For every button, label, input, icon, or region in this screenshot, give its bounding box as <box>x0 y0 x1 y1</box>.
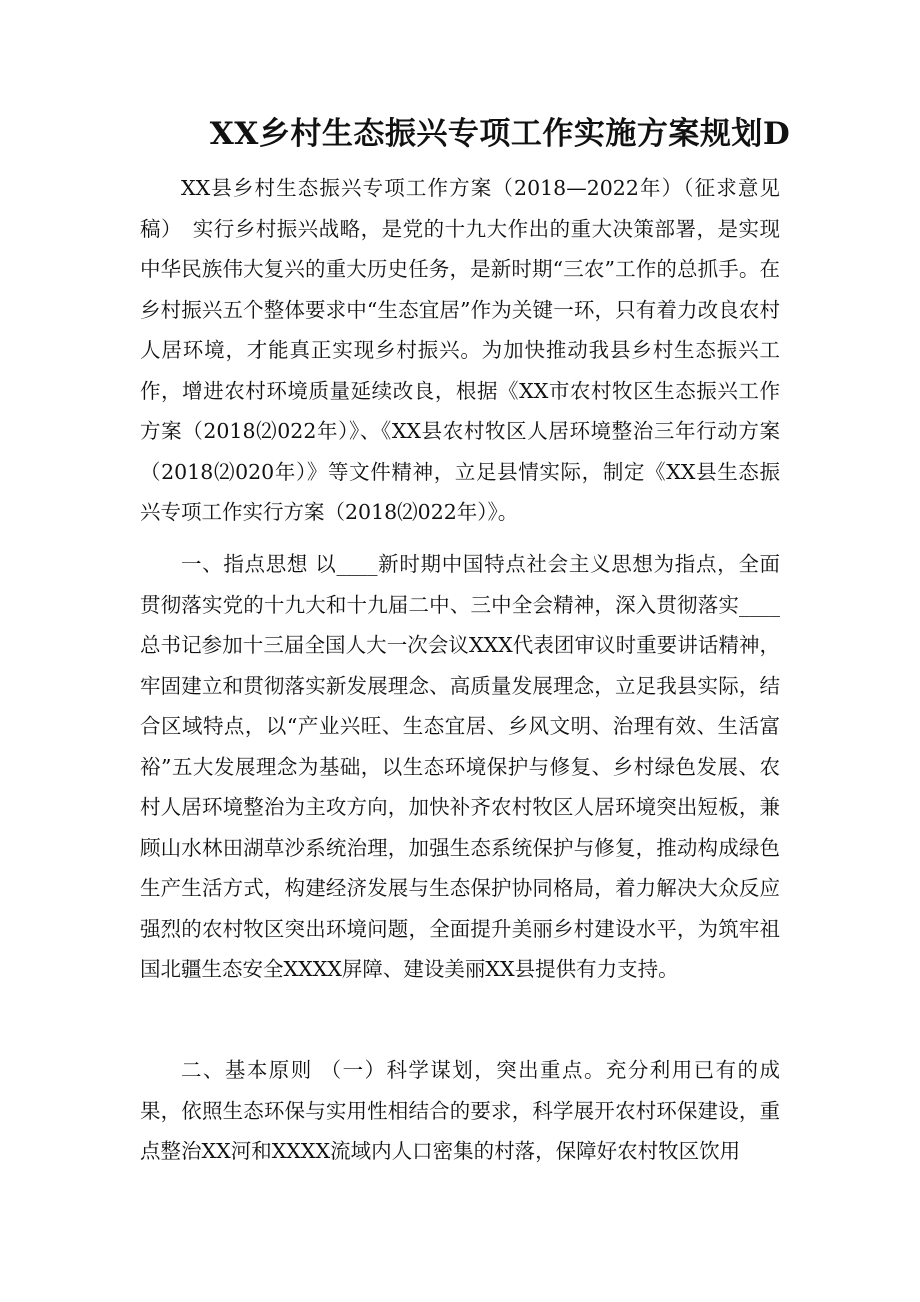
paragraph-basic-principles: 二、基本原则 （一）科学谋划，突出重点。充分利用已有的成果，依照生态环保与实用性相结合的要求，科学展开农村环保建设，重点整治XX河和XXXX流域内人口密集的村落，保障好农村牧区饮用 <box>140 1058 780 1163</box>
paragraph-basic-principles-block <box>140 1050 780 1172</box>
paragraph-guiding-thought: 一、指点思想 以____新时期中国特点社会主义思想为指点，全面贯彻落实党的十九大和十九届二中、三中全会精神，深入贯彻落实____总书记参加十三届全国人大一次会议XXX代表团审议时重要讲话精神，牢固建立和贯彻落实新发展理念、高质量发展理念，立足我县实际，结合区域特点，以“产业兴旺、生态宜居、乡风文明、治理有效、生活富裕”五大发展理念为基础，以生态环境保护与修复、乡村绿色发展、农村人居环境整治为主攻方向，加快补齐农村牧区人居环境突出短板，兼顾山水林田湖草沙系统治理，加强生态系统保护与修复，推动构成绿色生产生活方式，构建经济发展与生态保护协同格局，着力解决大众反应强烈的农村牧区突出环境问题，全面提升美丽乡村建设水平，为筑牢祖国北疆生态安全XXXX屏障、建设美丽XX县提供有力支持。 <box>140 552 780 981</box>
paragraph-guiding-thought-block <box>140 544 780 990</box>
paragraph-intro: XX县乡村生态振兴专项工作方案（2018—2022年）（征求意见稿） 实行乡村振兴战略，是党的十九大作出的重大决策部署，是实现中华民族伟大复兴的重大历史任务，是新时期“三农”工作的总抓手。在乡村振兴五个整体要求中“生态宜居”作为关键一环，只有着力改良农村人居环境，才能真正实现乡村振兴。为加快推动我县乡村生态振兴工作，增进农村环境质量延续改良，根据《XX市农村牧区生态振兴工作方案（2018⑵022年）》、《XX县农村牧区人居环境整治三年行动方案（2018⑵020年）》等文件精神，立足县情实际，制定《XX县生态振兴专项工作实行方案（2018⑵022年）》。 <box>140 176 780 524</box>
paragraph-intro-block <box>140 168 780 533</box>
document-title: XX乡村生态振兴专项工作实施方案规划D <box>209 116 791 152</box>
